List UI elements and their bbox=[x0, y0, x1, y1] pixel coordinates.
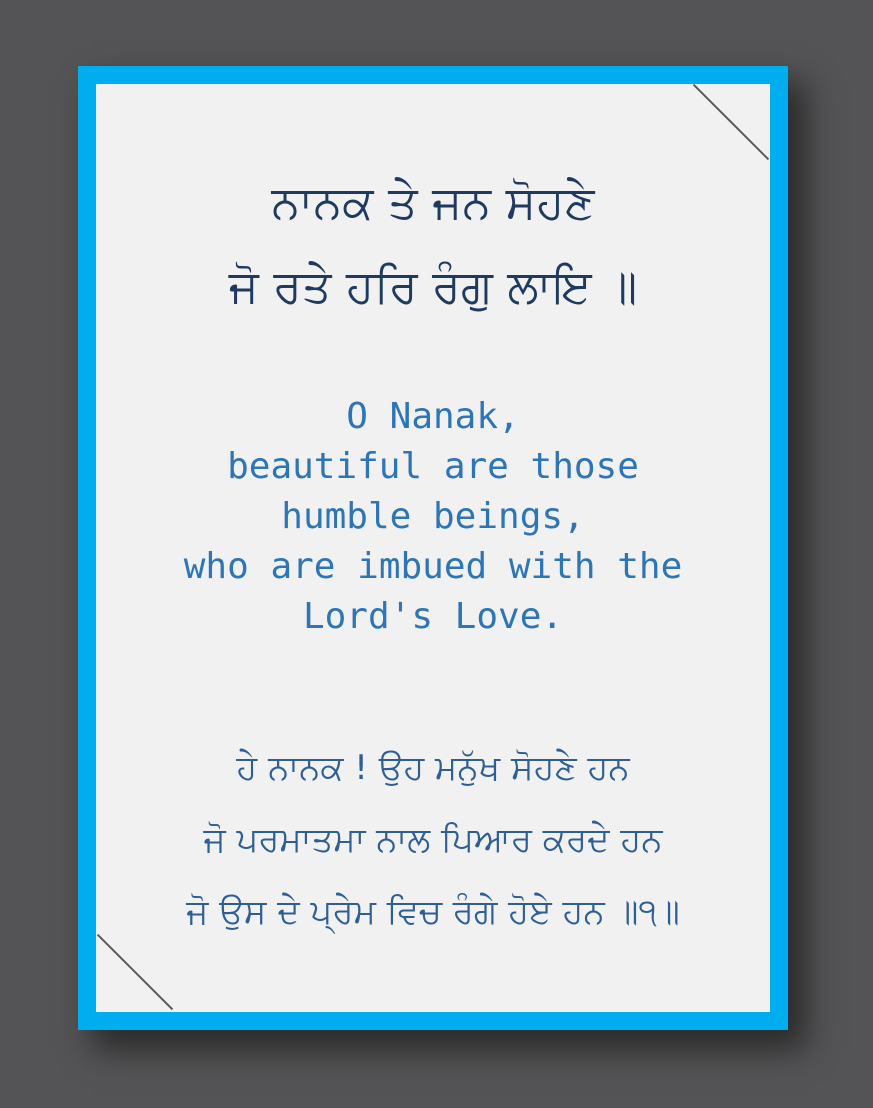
punjabi-line-1: ਹੇ ਨਾਨਕ ! ਉਹ ਮਨੁੱਖ ਸੋਹਣੇ ਹਨ bbox=[236, 748, 630, 788]
punjabi-line-2: ਜੋ ਪਰਮਾਤਮਾ ਨਾਲ ਪਿਆਰ ਕਰਦੇ ਹਨ bbox=[203, 820, 663, 860]
english-line-3: humble beings, bbox=[281, 496, 585, 537]
english-line-1: O Nanak, bbox=[346, 396, 520, 437]
gurbani-line-1: ਨਾਨਕ ਤੇ ਜਨ ਸੋਹਣੇ bbox=[271, 175, 595, 229]
top-right-diagonal-line bbox=[693, 84, 769, 160]
quote-poster-card bbox=[78, 66, 788, 1030]
gurbani-verse bbox=[96, 160, 770, 328]
gurbani-line-2: ਜੋ ਰਤੇ ਹਰਿ ਰੰਗੁ ਲਾਇ ॥ bbox=[228, 259, 638, 313]
english-translation bbox=[96, 392, 770, 642]
punjabi-translation bbox=[96, 732, 770, 948]
english-line-4: who are imbued with the bbox=[183, 546, 683, 587]
punjabi-line-3: ਜੋ ਉਸ ਦੇ ਪ੍ਰੇਮ ਵਿਚ ਰੰਗੇ ਹੋਏ ਹਨ ॥੧॥ bbox=[186, 892, 680, 932]
english-line-5: Lord's Love. bbox=[302, 596, 564, 637]
english-line-2: beautiful are those bbox=[227, 446, 639, 487]
